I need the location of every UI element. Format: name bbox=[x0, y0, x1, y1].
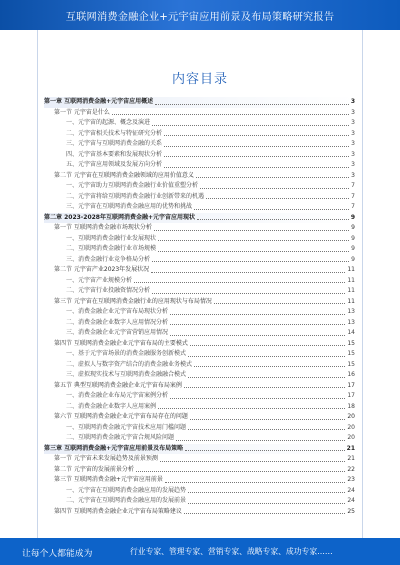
toc-leader-dots bbox=[136, 471, 345, 472]
toc-entry-label: 第三章 互联网消费金融+元宇宙应用前景及布局策略 bbox=[44, 444, 184, 452]
toc-entry-label: 第二节 元宇宙产业2023年发展状况 bbox=[54, 266, 150, 273]
toc-entry-label: 一、互联网消费金融行业发展现状 bbox=[66, 234, 157, 242]
toc-entry-label: 第二节 元宇宙的发展前景分析 bbox=[54, 465, 134, 473]
toc-entry-label: 第四节 互联网消费金融企业元宇宙布局的主要模式 bbox=[54, 339, 188, 347]
toc-entry[interactable] bbox=[44, 349, 355, 360]
toc-entry[interactable] bbox=[44, 181, 355, 192]
right-margin-rule bbox=[362, 30, 363, 538]
toc-entry-page: 24 bbox=[347, 497, 355, 504]
toc-entry-label: 三、消费金融行业竞争格局分析 bbox=[66, 255, 151, 263]
toc-leader-dots bbox=[184, 513, 345, 514]
toc-entry-page: 17 bbox=[347, 381, 355, 389]
toc-entry-page: 3 bbox=[351, 171, 355, 179]
toc-leader-dots bbox=[170, 314, 345, 315]
toc-entry-page: 9 bbox=[351, 234, 355, 242]
toc-entry[interactable] bbox=[44, 454, 355, 465]
toc-leader-dots bbox=[158, 251, 349, 252]
toc-entry-label: 一、元宇宙产业规模分析 bbox=[66, 276, 133, 284]
toc-entry[interactable] bbox=[44, 360, 355, 371]
toc-entry[interactable] bbox=[44, 255, 355, 266]
toc-entry-page: 13 bbox=[347, 308, 355, 315]
toc-entry-label: 一、元宇宙的起源、概念及演进 bbox=[66, 119, 151, 126]
toc-leader-dots bbox=[152, 125, 349, 126]
toc-leader-dots bbox=[206, 198, 349, 199]
toc-entry-page: 15 bbox=[347, 350, 355, 357]
toc-leader-dots bbox=[214, 303, 345, 304]
toc-entry-label: 三、元宇宙在互联网消费金融应用的优势和挑战 bbox=[66, 203, 193, 210]
toc-entry-page: 3 bbox=[351, 161, 355, 168]
toc-entry-page: 20 bbox=[347, 434, 355, 441]
toc-entry-page: 21 bbox=[346, 444, 355, 452]
toc-leader-dots bbox=[134, 282, 345, 283]
toc-entry[interactable] bbox=[44, 192, 355, 203]
toc-entry[interactable] bbox=[44, 108, 355, 119]
toc-entry-label: 第一节 元宇宙未来发展趋势及前景预测 bbox=[54, 455, 158, 462]
toc-entry-page: 11 bbox=[347, 287, 355, 294]
toc-entry-label: 一、元宇宙在互联网消费金融应用的发展趋势 bbox=[66, 486, 187, 494]
toc-entry-page: 7 bbox=[351, 203, 355, 210]
toc-leader-dots bbox=[112, 114, 349, 115]
left-margin-rule bbox=[37, 30, 38, 538]
toc-entry-page: 3 bbox=[351, 108, 355, 116]
toc-entry-page: 3 bbox=[350, 98, 355, 105]
toc-entry-label: 一、基于元宇宙场景的消费金融服务创新模式 bbox=[66, 350, 187, 357]
toc-entry-page: 20 bbox=[347, 413, 355, 420]
toc-entry-page: 23 bbox=[347, 476, 355, 483]
toc-leader-dots bbox=[194, 209, 349, 210]
toc-leader-dots bbox=[160, 461, 345, 462]
table-of-contents bbox=[44, 97, 355, 517]
toc-leader-dots bbox=[197, 219, 349, 220]
toc-entry-label: 三、虚拟现实技术与互联网消费金融融合模式 bbox=[66, 371, 187, 378]
toc-leader-dots bbox=[170, 335, 345, 336]
toc-heading: 内容目录 bbox=[171, 72, 228, 87]
toc-entry-page: 13 bbox=[347, 318, 355, 326]
toc-entry-page: 11 bbox=[347, 266, 355, 273]
toc-entry-label: 一、消费金融企业布局元宇宙案例分析 bbox=[66, 392, 169, 399]
toc-entry-page: 3 bbox=[351, 119, 355, 126]
toc-entry[interactable] bbox=[44, 118, 355, 129]
toc-leader-dots bbox=[165, 482, 345, 483]
toc-entry[interactable] bbox=[44, 234, 355, 245]
toc-entry-page: 21 bbox=[347, 455, 355, 462]
toc-entry-page: 22 bbox=[347, 465, 355, 473]
toc-leader-dots bbox=[188, 377, 345, 378]
toc-entry[interactable] bbox=[44, 465, 355, 476]
toc-entry[interactable] bbox=[44, 402, 355, 413]
toc-entry[interactable] bbox=[44, 412, 355, 423]
toc-entry-label: 二、元宇宙将给互联网消费金融行业创新带来的机遇 bbox=[66, 192, 205, 200]
toc-leader-dots bbox=[188, 503, 345, 504]
toc-entry[interactable] bbox=[44, 496, 355, 507]
toc-leader-dots bbox=[170, 398, 345, 399]
toc-entry[interactable] bbox=[44, 171, 355, 182]
toc-entry[interactable] bbox=[44, 444, 355, 455]
toc-entry-label: 第一章 互联网消费金融+元宇宙应用概述 bbox=[44, 98, 154, 105]
toc-entry[interactable] bbox=[44, 297, 355, 308]
footer-slogan: 让每个人都能成为 bbox=[22, 549, 93, 559]
toc-entry-label: 第四节 互联网消费金融企业元宇宙布局策略建议 bbox=[54, 507, 182, 515]
toc-entry[interactable] bbox=[44, 223, 355, 234]
toc-leader-dots bbox=[170, 324, 345, 325]
toc-entry-page: 11 bbox=[347, 276, 355, 284]
toc-entry-page: 15 bbox=[347, 339, 355, 347]
toc-entry-label: 第六节 互联网消费金融企业元宇宙布局存在的问题 bbox=[54, 413, 188, 420]
toc-entry-page: 9 bbox=[350, 213, 355, 221]
toc-entry-label: 第二章 2023-2028年互联网消费金融+元宇宙应用现状 bbox=[44, 213, 196, 221]
toc-entry-label: 二、元宇宙相关技术与特征研究分析 bbox=[66, 129, 163, 137]
toc-leader-dots bbox=[188, 492, 345, 493]
toc-entry-page: 3 bbox=[351, 140, 355, 147]
toc-entry-page: 18 bbox=[347, 402, 355, 410]
toc-entry[interactable] bbox=[44, 139, 355, 150]
toc-entry[interactable] bbox=[44, 433, 355, 444]
report-header-bar bbox=[0, 0, 400, 30]
toc-entry[interactable] bbox=[44, 244, 355, 255]
toc-entry-label: 三、元宇宙与互联网消费金融的关系 bbox=[66, 140, 163, 147]
toc-entry-label: 二、消费金融企业数字人应用案例 bbox=[66, 402, 157, 410]
toc-leader-dots bbox=[185, 450, 345, 451]
toc-entry-label: 二、元宇宙行业投融资情况分析 bbox=[66, 287, 151, 294]
toc-entry-label: 五、元宇宙应用领域及发展方向分析 bbox=[66, 161, 163, 168]
toc-leader-dots bbox=[158, 408, 345, 409]
toc-entry-page: 16 bbox=[347, 371, 355, 378]
toc-entry-page: 9 bbox=[351, 255, 355, 263]
toc-entry-page: 3 bbox=[351, 150, 355, 158]
toc-entry-label: 第一节 元宇宙是什么 bbox=[54, 108, 110, 116]
toc-entry-label: 二、消费金融企业数字人应用情况分析 bbox=[66, 318, 169, 326]
toc-entry-page: 25 bbox=[347, 507, 355, 515]
toc-leader-dots bbox=[151, 272, 345, 273]
toc-entry-label: 第二节 元宇宙在互联网消费金融领域的应用价值意义 bbox=[54, 171, 194, 179]
toc-leader-dots bbox=[152, 293, 345, 294]
toc-entry[interactable] bbox=[44, 286, 355, 297]
toc-entry-label: 一、消费金融企业元宇宙布局现状分析 bbox=[66, 308, 169, 315]
toc-entry-page: 7 bbox=[351, 192, 355, 200]
toc-entry-page: 24 bbox=[347, 486, 355, 494]
toc-entry-page: 14 bbox=[347, 329, 355, 336]
toc-entry[interactable] bbox=[44, 381, 355, 392]
toc-entry-page: 11 bbox=[347, 297, 355, 305]
toc-leader-dots bbox=[190, 419, 345, 420]
toc-entry-label: 第三节 互联网消费金融+元宇宙应用前景 bbox=[54, 476, 163, 483]
toc-entry[interactable] bbox=[44, 150, 355, 161]
toc-entry-page: 3 bbox=[351, 129, 355, 137]
toc-leader-dots bbox=[190, 345, 345, 346]
toc-entry[interactable] bbox=[44, 265, 355, 276]
toc-leader-dots bbox=[164, 146, 349, 147]
toc-entry-label: 二、互联网消费金融元宇宙合规风险问题 bbox=[66, 434, 175, 441]
toc-leader-dots bbox=[158, 240, 349, 241]
toc-leader-dots bbox=[164, 167, 349, 168]
toc-entry[interactable] bbox=[44, 160, 355, 171]
toc-entry[interactable] bbox=[44, 213, 355, 224]
toc-entry[interactable] bbox=[44, 475, 355, 486]
toc-leader-dots bbox=[194, 366, 345, 367]
toc-leader-dots bbox=[152, 261, 349, 262]
toc-entry-page: 17 bbox=[347, 392, 355, 399]
toc-leader-dots bbox=[176, 440, 345, 441]
toc-entry-label: 第三节 元宇宙在互联网消费金融行业的应用现状与布局情况 bbox=[54, 297, 212, 305]
toc-entry-label: 三、消费金融企业元宇宙营销应用情况 bbox=[66, 329, 169, 336]
toc-entry[interactable] bbox=[44, 276, 355, 287]
toc-entry[interactable] bbox=[44, 328, 355, 339]
toc-leader-dots bbox=[196, 177, 349, 178]
toc-entry-page: 15 bbox=[347, 360, 355, 368]
footer-bar bbox=[0, 538, 400, 565]
toc-leader-dots bbox=[188, 429, 345, 430]
toc-entry-label: 二、互联网消费金融行业市场规模 bbox=[66, 245, 157, 252]
toc-leader-dots bbox=[184, 387, 345, 388]
toc-leader-dots bbox=[154, 230, 349, 231]
toc-entry-page: 7 bbox=[351, 182, 355, 189]
toc-entry-label: 第一节 互联网消费金融市场现状分析 bbox=[54, 224, 152, 231]
toc-entry-page: 20 bbox=[347, 423, 355, 431]
toc-leader-dots bbox=[155, 104, 349, 105]
toc-leader-dots bbox=[164, 156, 349, 157]
toc-entry[interactable] bbox=[44, 486, 355, 497]
toc-entry[interactable] bbox=[44, 129, 355, 140]
toc-entry[interactable] bbox=[44, 370, 355, 381]
toc-entry[interactable] bbox=[44, 307, 355, 318]
toc-leader-dots bbox=[188, 356, 345, 357]
toc-entry[interactable] bbox=[44, 339, 355, 350]
toc-entry-page: 9 bbox=[351, 224, 355, 231]
toc-leader-dots bbox=[164, 135, 349, 136]
toc-entry[interactable] bbox=[44, 318, 355, 329]
toc-entry-label: 四、元宇宙基本要素和发展现状分析 bbox=[66, 150, 163, 158]
toc-entry-label: 二、虚拟人与数字资产结合的消费金融业务模式 bbox=[66, 360, 193, 368]
report-title: 互联网消费金融企业+元宇宙应用前景及布局策略研究报告 bbox=[65, 12, 335, 23]
toc-entry[interactable] bbox=[44, 202, 355, 213]
footer-tagline: 行业专家、管理专家、营销专家、战略专家、成功专家…… bbox=[130, 547, 333, 556]
toc-entry-page: 9 bbox=[351, 245, 355, 252]
toc-entry-label: 第五节 典型互联网消费金融企业元宇宙布局案例 bbox=[54, 381, 182, 389]
toc-leader-dots bbox=[200, 188, 349, 189]
toc-entry[interactable] bbox=[44, 391, 355, 402]
toc-entry-label: 二、元宇宙在互联网消费金融应用的发展前景 bbox=[66, 497, 187, 504]
toc-entry-label: 一、互联网消费金融元宇宙技术应用门槛问题 bbox=[66, 423, 187, 431]
toc-entry-label: 一、元宇宙助力互联网消费金融行业价值重塑分析 bbox=[66, 182, 199, 189]
toc-entry[interactable] bbox=[44, 423, 355, 434]
toc-entry[interactable] bbox=[44, 507, 355, 518]
toc-entry[interactable] bbox=[44, 97, 355, 108]
